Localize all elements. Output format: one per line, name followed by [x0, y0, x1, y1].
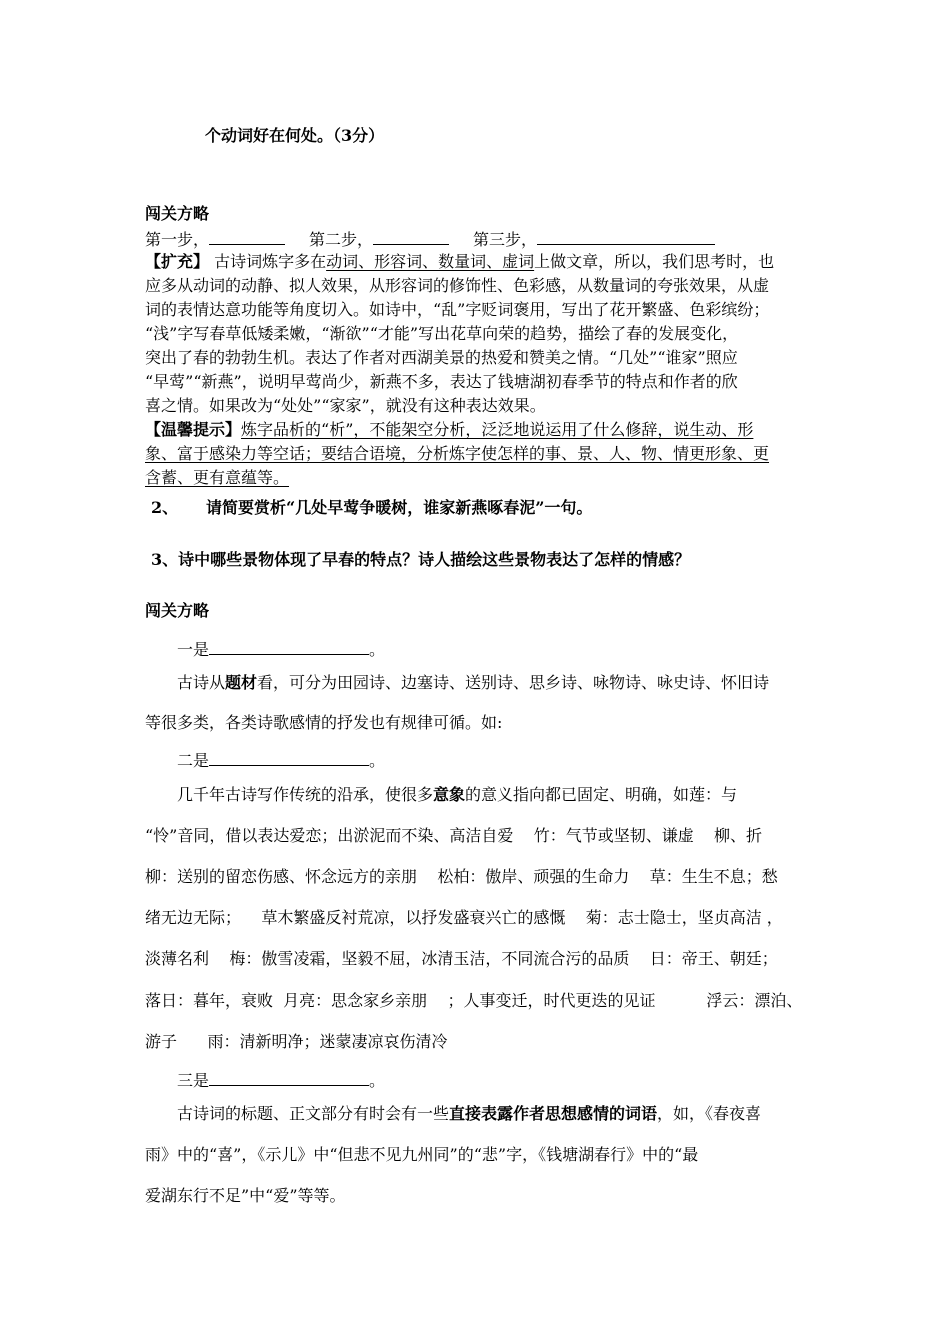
point-two	[177, 751, 385, 769]
expand-label: 【扩充】	[145, 252, 210, 271]
para-2-line-7: 游子 雨：清新明净；迷蒙凄凉哀伤清冷	[145, 1032, 448, 1051]
para-text: 古诗词的标题、正文部分有时会有一些	[177, 1104, 450, 1123]
expand-line-3: 词的表情达意功能等角度切入。如诗中，“乱”字贬词褒用，写出了花开繁盛、色彩缤纷；	[145, 300, 770, 319]
step-1-label: 第一步，	[145, 230, 210, 249]
expand-line-2: 应多从动词的动静、拟人效果，从形容词的修饰性、色彩感，从数量词的夸张效果，从虚	[145, 276, 770, 295]
expand-line-1	[145, 254, 774, 270]
point-one-blank[interactable]	[209, 640, 369, 655]
para-text: 看，可分为田园诗、边塞诗、送别诗、思乡诗、咏物诗、咏史诗、怀旧诗	[257, 673, 770, 692]
tip-text: 炼字品析的“析”，不能架空分析，泛泛地说运用了什么修辞，说生动、形	[241, 420, 754, 439]
point-three-blank[interactable]	[209, 1071, 369, 1086]
para-1-line-2: 等很多类，各类诗歌感情的抒发也有规律可循。如:	[145, 713, 503, 732]
keyword-theme: 题材	[225, 673, 258, 692]
point-two-end: 。	[369, 751, 386, 770]
para-text: ，如，《春夜喜	[657, 1104, 762, 1123]
para-text: 古诗从	[177, 673, 226, 692]
expand-text: 上做文章，所以，我们思考时，也	[534, 252, 775, 271]
tip-label: 【温馨提示】	[145, 420, 242, 439]
para-text: 的意义指向都已固定、明确，如莲：与	[465, 785, 738, 804]
keyword-emotion-words: 直接表露作者思想感情的词语	[449, 1104, 658, 1123]
point-three	[177, 1071, 385, 1089]
para-2-line-2: “怜”音同，借以表达爱恋；出淤泥而不染、高洁自爱 竹：气节或坚韧、谦虚 柳、折	[145, 826, 763, 845]
point-three-end: 。	[369, 1071, 386, 1090]
para-3-line-2: 雨》中的“喜”，《示儿》中“但悲不见九州同”的“悲”字，《钱塘湖春行》中的“最	[145, 1145, 699, 1164]
para-text: 几千年古诗写作传统的沿承，使很多	[177, 785, 434, 804]
keyword-imagery: 意象	[433, 785, 466, 804]
step-3-label: 第三步，	[473, 230, 538, 249]
para-2-line-3: 柳：送别的留恋伤感、怀念远方的亲朋 松柏：傲岸、顽强的生命力 草：生生不息；愁	[145, 867, 778, 886]
expand-line-7: 喜之情。如果改为“处处”“家家”，就没有这种表达效果。	[145, 396, 546, 415]
para-2-line-1	[177, 787, 737, 803]
expand-line-5: 突出了春的勃勃生机。表达了作者对西湖美景的热爱和赞美之情。“几处”“谁家”照应	[145, 348, 738, 367]
para-1-line-1	[177, 675, 769, 691]
para-2-line-5: 淡薄名利 梅：傲雪凌霜，坚毅不屈，冰清玉洁，不同流合污的品质 日：帝王、朝廷；	[145, 949, 778, 968]
step-1-blank[interactable]	[209, 230, 285, 245]
point-one-label: 一是	[177, 640, 210, 659]
tip-line-2: 象、富于感染力等空话；要结合语境，分析炼字使怎样的事、景、人、物、情更形象、更	[145, 444, 770, 463]
point-two-blank[interactable]	[209, 751, 369, 766]
point-two-label: 二是	[177, 751, 210, 770]
point-one	[177, 640, 385, 658]
expand-line-6: “早莺”“新燕”，说明早莺尚少，新燕不多，表达了钱塘湖初春季节的特点和作者的欣	[145, 372, 738, 391]
point-three-label: 三是	[177, 1071, 210, 1090]
strategy-2-title: 闯关方略	[145, 601, 210, 620]
strategy-title: 闯关方略	[145, 204, 210, 223]
question-2: 2、 请简要赏析“几处早莺争暖树，谁家新燕啄春泥”一句。	[151, 498, 593, 517]
step-2-blank[interactable]	[373, 230, 449, 245]
tip-line-3: 含蓄、更有意蕴等。	[145, 468, 290, 487]
steps-line	[145, 230, 715, 248]
expand-text: 古诗词炼字多在	[209, 252, 327, 271]
para-2-line-4: 绪无边无际； 草木繁盛反衬荒凉，以抒发盛衰兴亡的感慨 菊：志士隐士，坚贞高洁 ，	[145, 908, 783, 927]
point-one-end: 。	[369, 640, 386, 659]
step-3-blank[interactable]	[537, 230, 715, 245]
step-2-label: 第二步，	[309, 230, 374, 249]
question-3: 3、诗中哪些景物体现了早春的特点？诗人描绘这些景物表达了怎样的情感？	[151, 550, 691, 569]
expand-line-4: “浅”字写春草低矮柔嫩，“渐欲”“才能”写出花草向荣的趋势，描绘了春的发展变化，	[145, 324, 739, 343]
expand-underlined: 动词、形容词、数量词、虚词	[326, 252, 535, 271]
para-3-line-3: 爱湖东行不足”中“爱”等等。	[145, 1186, 346, 1205]
para-2-line-6: 落日：暮年，衰败 月亮：思念家乡亲朋 ；人事变迁，时代更迭的见证 浮云：漂泊、	[145, 991, 803, 1010]
tip-line-1	[145, 422, 753, 438]
para-3-line-1	[177, 1106, 761, 1122]
question-1-tail: 个动词好在何处。（3分）	[205, 126, 385, 145]
